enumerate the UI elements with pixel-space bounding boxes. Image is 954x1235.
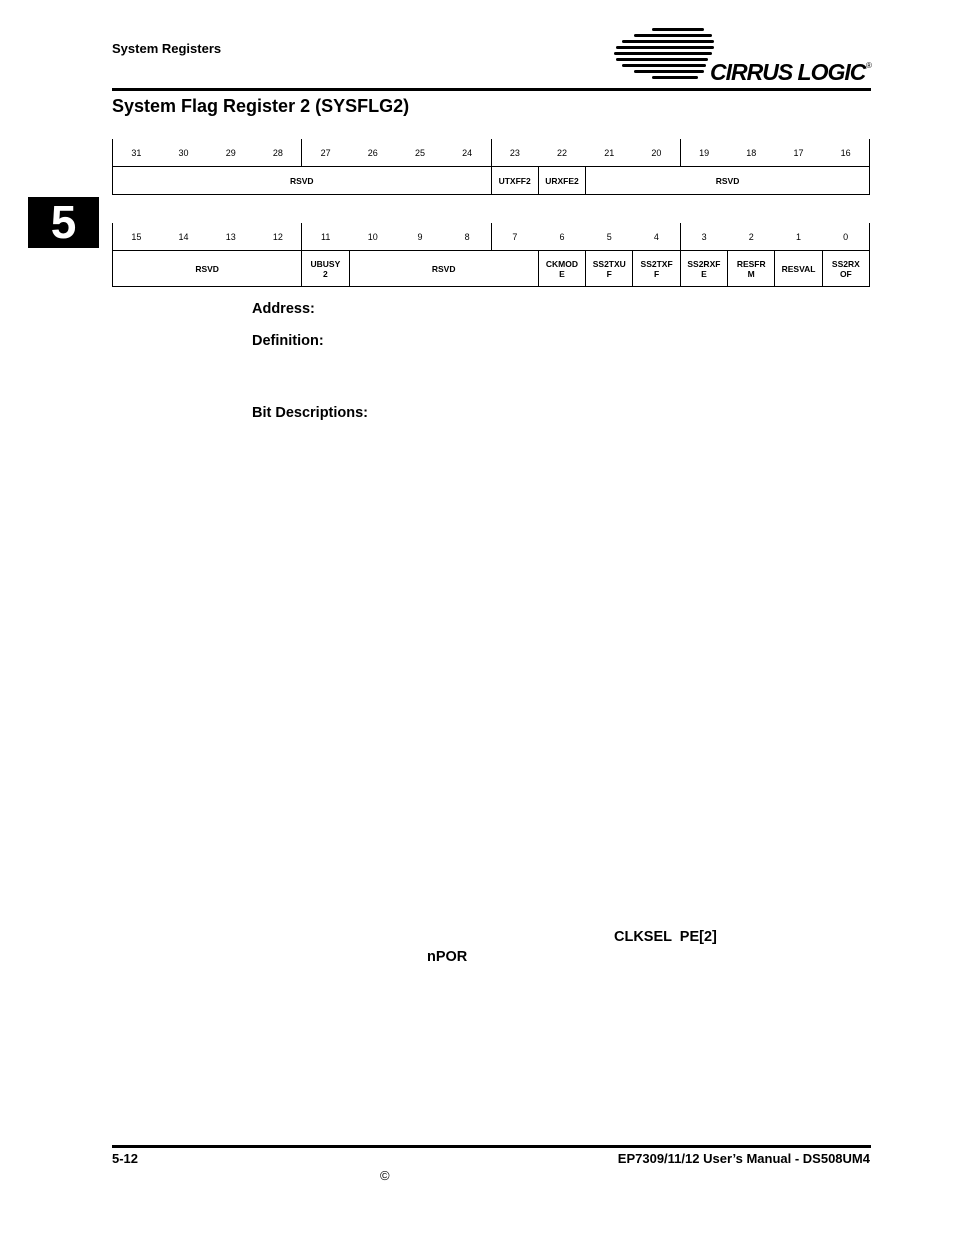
definition-label: Definition:	[252, 333, 324, 349]
bit-number: 8	[464, 231, 470, 242]
bit-number: 18	[746, 147, 757, 158]
bit-number: 13	[225, 231, 236, 242]
footer-rule	[112, 1145, 871, 1148]
register-lower-half	[112, 223, 870, 287]
field-row	[113, 167, 870, 195]
bit-number: 14	[178, 231, 189, 242]
bit-number: 1	[796, 231, 802, 242]
register-field: RSVD	[586, 167, 870, 195]
bit-number: 31	[113, 139, 160, 167]
register-title: System Flag Register 2 (SYSFLG2)	[112, 96, 410, 116]
register-field: RSVD	[113, 167, 492, 195]
bit-number: 16	[822, 139, 869, 167]
bit-number: 10	[367, 231, 378, 242]
copyright-symbol: ©	[380, 1168, 390, 1183]
bit-number: 5	[606, 231, 612, 242]
cirrus-logic-logo	[612, 24, 874, 88]
bit-number: 4	[653, 231, 659, 242]
bit-number: 6	[559, 231, 565, 242]
bit-number: 3	[680, 223, 727, 251]
bit-number: 19	[680, 139, 727, 167]
register-field: CKMOD E	[538, 251, 585, 287]
clksel-reference: CLKSEL PE[2]	[614, 929, 717, 945]
bit-number: 7	[491, 223, 538, 251]
bit-number-row	[113, 223, 870, 251]
bit-number: 26	[367, 147, 378, 158]
register-field: RSVD	[113, 251, 302, 287]
section-title: System Registers	[112, 41, 222, 56]
bit-number: 11	[302, 223, 349, 251]
register-field: UTXFF2	[491, 167, 538, 195]
bit-number: 15	[113, 223, 160, 251]
register-field: RESVAL	[775, 251, 822, 287]
header-rule	[112, 88, 871, 91]
npor-reference: nPOR	[427, 949, 468, 965]
bit-number: 27	[302, 139, 349, 167]
bit-number: 24	[462, 147, 473, 158]
register-field: RSVD	[349, 251, 538, 287]
register-field: RESFR M	[728, 251, 775, 287]
manual-title: EP7309/11/12 User’s Manual - DS508UM4	[617, 1151, 870, 1166]
bit-number: 0	[822, 223, 869, 251]
register-field: SS2TXF F	[633, 251, 680, 287]
register-upper-half	[112, 139, 870, 195]
bit-descriptions-label: Bit Descriptions:	[252, 405, 369, 421]
field-row	[113, 251, 870, 287]
page-number: 5-12	[112, 1151, 139, 1166]
bit-number: 20	[651, 147, 662, 158]
bit-number: 12	[272, 231, 283, 242]
chapter-tab: 5	[28, 197, 99, 248]
bit-number: 9	[417, 231, 423, 242]
svg-text:®: ®	[866, 61, 872, 70]
bit-number: 29	[225, 147, 236, 158]
bit-number: 23	[491, 139, 538, 167]
address-label: Address:	[252, 301, 315, 317]
register-field: SS2RXF E	[680, 251, 727, 287]
bit-number-row	[113, 139, 870, 167]
register-field: SS2TXU F	[586, 251, 633, 287]
register-field: UBUSY 2	[302, 251, 349, 287]
bit-number: 21	[604, 147, 615, 158]
bit-number: 2	[748, 231, 754, 242]
bit-number: 22	[556, 147, 567, 158]
bit-number: 30	[178, 147, 189, 158]
bit-number: 28	[272, 147, 283, 158]
bit-number: 17	[793, 147, 804, 158]
bit-number: 25	[415, 147, 426, 158]
svg-text:CIRRUS LOGIC: CIRRUS LOGIC	[710, 59, 866, 85]
register-field: URXFE2	[538, 167, 585, 195]
register-field: SS2RX OF	[822, 251, 869, 287]
